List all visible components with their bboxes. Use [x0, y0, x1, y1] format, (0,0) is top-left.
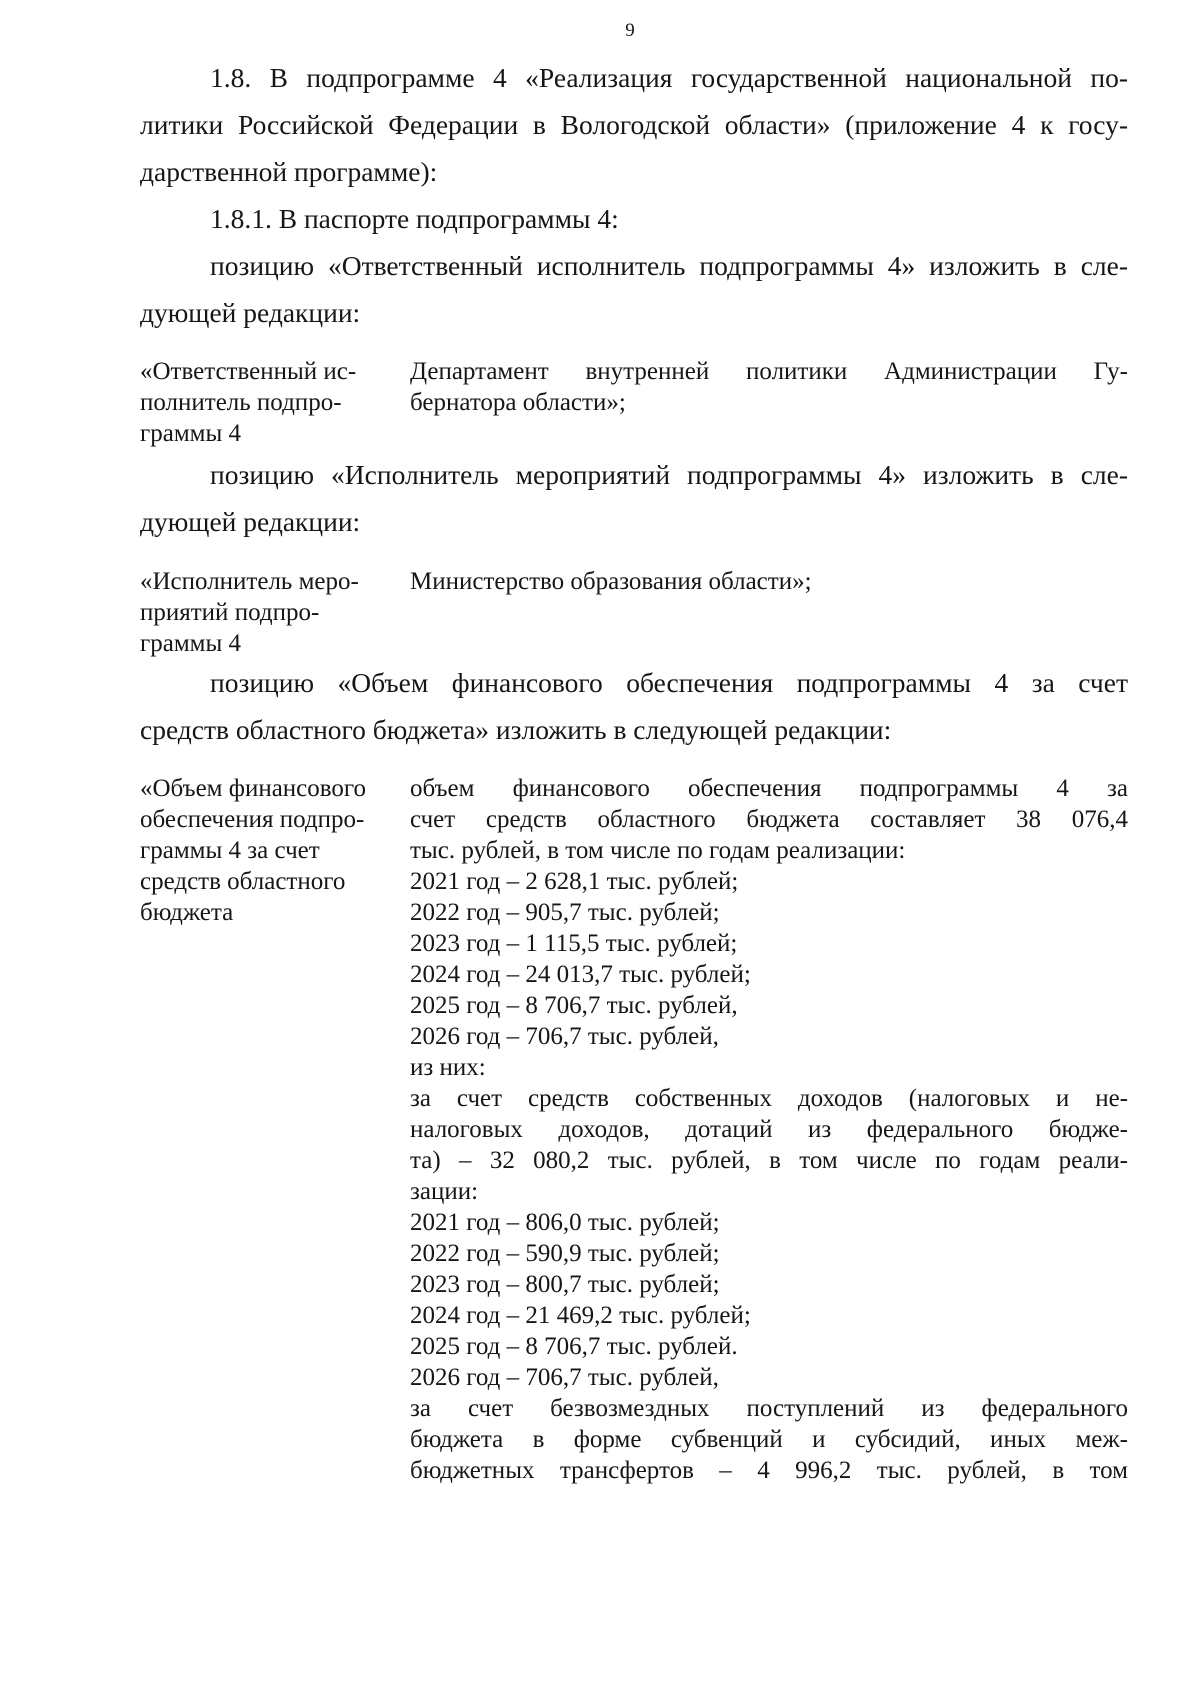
financing-line: за счет безвозмездных поступлений из федерального [410, 1395, 1128, 1422]
financing-line: налоговых доходов, дотаций из федерального бюдже- [410, 1116, 1128, 1143]
financing-line: 2022 год – 590,9 тыс. рублей; [410, 1240, 720, 1267]
financing-line: 2024 год – 24 013,7 тыс. рублей; [410, 961, 751, 988]
position2-value: Министерство образования области»; [410, 568, 812, 595]
financing-line: бюджета в форме субвенций и субсидий, иных меж- [410, 1426, 1128, 1453]
position2-label: «Исполнитель меро- приятий подпро- граммы 4 [140, 568, 359, 657]
financing-line: 2025 год – 8 706,7 тыс. рублей. [410, 1333, 738, 1360]
financing-line: 2021 год – 2 628,1 тыс. рублей; [410, 868, 739, 895]
financing-line: 2021 год – 806,0 тыс. рублей; [410, 1209, 720, 1236]
position1-intro-line-1: позицию «Ответственный исполнитель подпрограммы 4» изложить в сле- [210, 250, 1128, 281]
financing-line: 2025 год – 8 706,7 тыс. рублей, [410, 992, 738, 1019]
position3-value [410, 773, 1128, 1486]
financing-line: объем финансового обеспечения подпрограммы 4 за [410, 775, 1128, 802]
financing-line: 2023 год – 800,7 тыс. рублей; [410, 1271, 720, 1298]
position3-intro-line-1: позицию «Объем финансового обеспечения подпрограммы 4 за счет [210, 667, 1128, 698]
paragraph-1-8-line-1: 1.8. В подпрограмме 4 «Реализация государственной национальной по- [210, 62, 1128, 93]
position1-intro-line-2: дующей редакции: [140, 297, 361, 328]
page-number: 9 [625, 20, 635, 41]
financing-line: 2026 год – 706,7 тыс. рублей, [410, 1364, 719, 1391]
financing-line: 2023 год – 1 115,5 тыс. рублей; [410, 930, 738, 957]
financing-line: та) – 32 080,2 тыс. рублей, в том числе по годам реали- [410, 1147, 1128, 1174]
financing-line: 2026 год – 706,7 тыс. рублей, [410, 1023, 719, 1050]
financing-line: счет средств областного бюджета составляет 38 076,4 [410, 806, 1128, 833]
financing-line: из них: [410, 1054, 486, 1081]
financing-line: за счет средств собственных доходов (налоговых и не- [410, 1085, 1128, 1112]
financing-line: 2022 год – 905,7 тыс. рублей; [410, 899, 720, 926]
position1-value: Департамент внутренней политики Администрации Гу- бернатора области»; [410, 358, 1128, 416]
position1-label: «Ответственный ис- полнитель подпро- граммы 4 [140, 358, 357, 447]
position2-intro-line-1: позицию «Исполнитель мероприятий подпрограммы 4» изложить в сле- [210, 459, 1128, 490]
position3-label: «Объем финансового обеспечения подпро- граммы 4 за счет средств областного бюджета [140, 775, 367, 926]
paragraph-1-8-line-3: дарственной программе): [140, 156, 438, 187]
financing-line: бюджетных трансфертов – 4 996,2 тыс. рублей, в том [410, 1457, 1128, 1484]
paragraph-1-8-1: 1.8.1. В паспорте подпрограммы 4: [210, 203, 619, 234]
paragraph-1-8-line-2: литики Российской Федерации в Вологодской области» (приложение 4 к госу- [140, 109, 1128, 140]
financing-line: тыс. рублей, в том числе по годам реализации: [410, 837, 906, 864]
position2-intro-line-2: дующей редакции: [140, 506, 361, 537]
position3-intro-line-2: средств областного бюджета» изложить в следующей редакции: [140, 714, 892, 745]
financing-line: зации: [410, 1178, 479, 1205]
financing-line: 2024 год – 21 469,2 тыс. рублей; [410, 1302, 751, 1329]
